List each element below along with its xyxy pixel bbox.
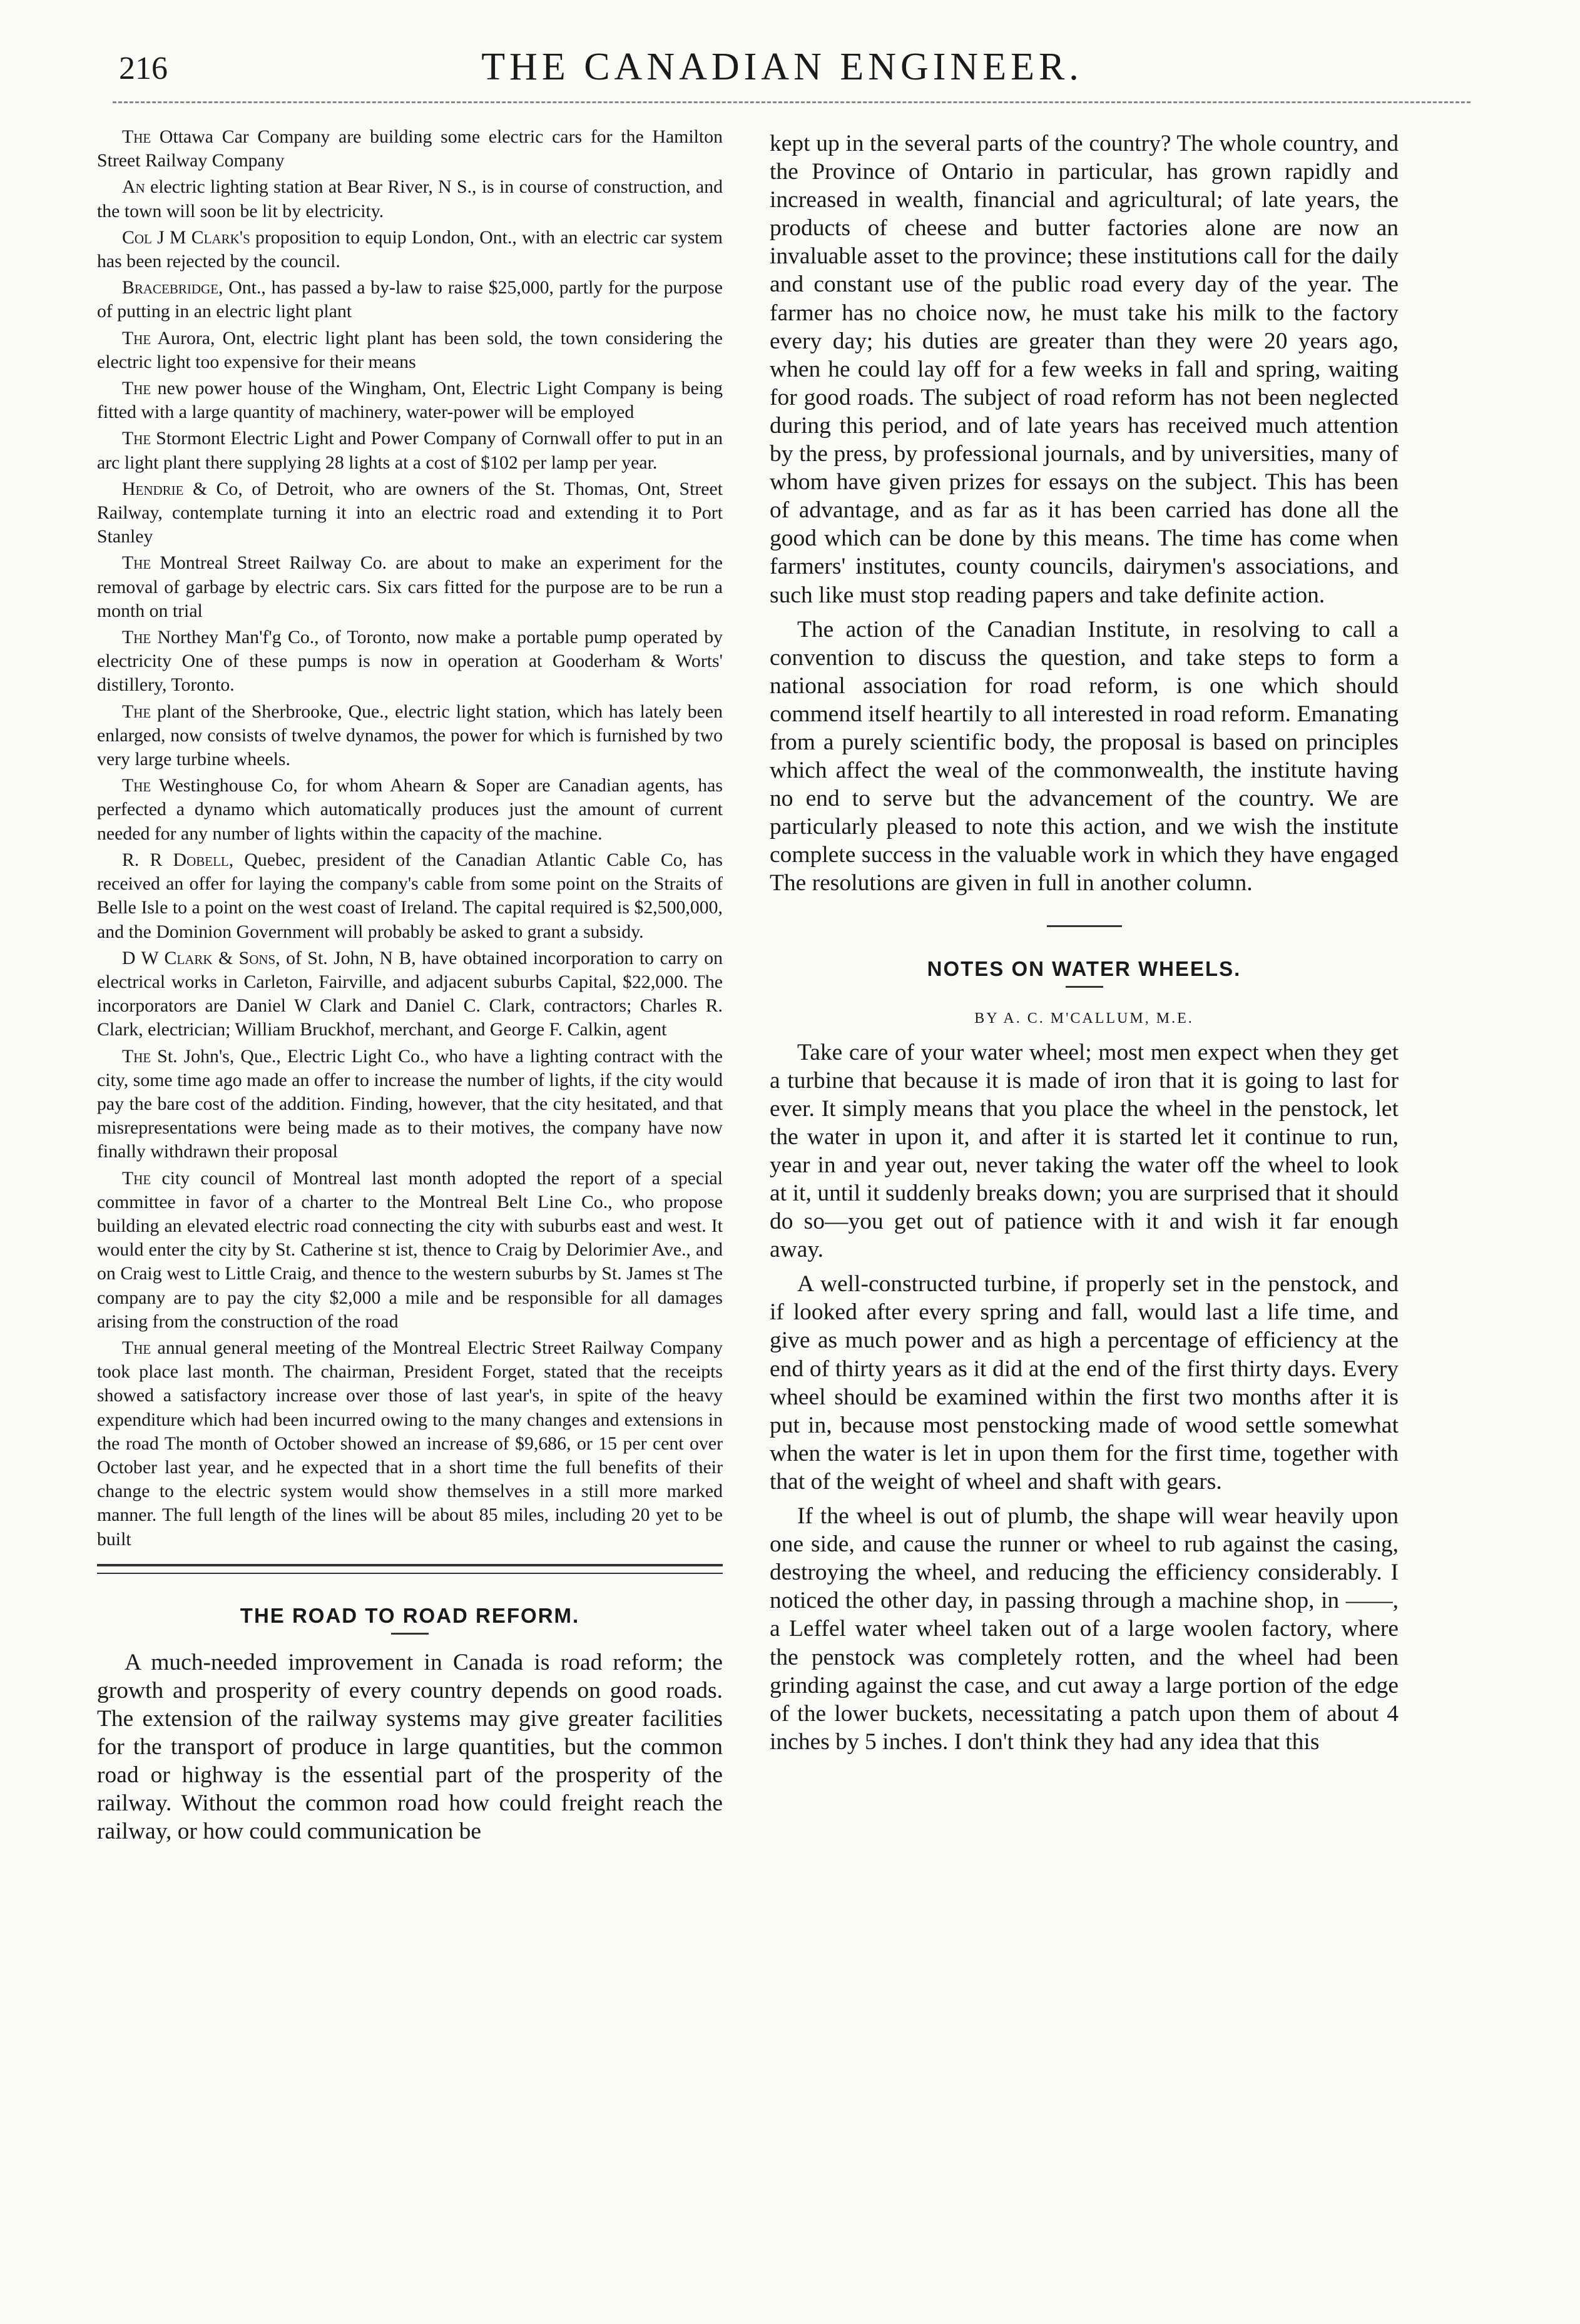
news-item-lead: The	[122, 1167, 151, 1189]
news-item-text: city council of Montreal last month adopted the report of a special committee in favor of a charter to the Montreal Belt Line Co., who propose building an elevated electric road connecting the city with suburbs east and west. It would enter the city by St. Catherine st ist, thence to Craig by Delorimier Ave., and on Craig west to Little Craig, and thence to the western suburbs by St. James st The company are to pay the city $2,000 a mile and be responsible for all damages arising from the construction of the road	[97, 1167, 723, 1332]
news-item-text: electric lighting station at Bear River, N S., is in course of construction, and the town will soon be lit by electricity.	[97, 176, 723, 221]
news-item	[97, 551, 723, 623]
news-item-text: proposition to equip London, Ont., with an electric car system has been rejected by the council.	[97, 226, 723, 272]
news-item-lead: An	[122, 176, 145, 198]
news-item	[97, 1336, 723, 1551]
news-item-text: Westinghouse Co, for whom Ahearn & Soper are Canadian agents, has perfected a dynamo which automatically produces just the amount of current needed for any number of lights within the capacity of the machine.	[97, 775, 723, 844]
news-item	[97, 946, 723, 1042]
news-item-text: Aurora, Ont, electric light plant has been sold, the town considering the electric light too expensive for their means	[97, 327, 723, 372]
news-item	[97, 427, 723, 474]
news-item-text: plant of the Sherbrooke, Que., electric light station, which has lately been enlarged, now consists of twelve dynamos, the power for which is furnished by two very large turbine wheels.	[97, 701, 723, 770]
news-item-lead: The	[122, 428, 151, 449]
news-item-lead: Hendrie	[122, 478, 184, 499]
road-reform-paragraph: A much-needed improvement in Canada is road reform; the growth and prosperity of every country depends on good roads. The extension of the railway systems may give greater facilities for the transport of produce in large quantities, but the common road or highway is the essential part of the prosperity of the railway. Without the common road how could freight reach the railway, or how could communication be	[97, 1649, 723, 1845]
news-item-text: & Co, of Detroit, who are owners of the St. Thomas, Ont, Street Railway, contemplate turning it into an electric road and extending it to Port Stanley	[97, 478, 723, 547]
news-item-lead: The	[122, 775, 151, 796]
news-item-lead: The	[122, 126, 151, 147]
road-reform-paragraph-continued: kept up in the several parts of the country? The whole country, and the Province of Ontario in particular, has grown rapidly and increased in wealth, financial and agricultural; of late years, the products of cheese and butter factories alone are now an invaluable asset to the province; these institutions call for the daily and constant use of the public road every day of the year. The farmer has no choice now, he must take his milk to the factory every day; his duties are greater than they were 20 years ago, when he could lay off for a few weeks in fall and spring, waiting for good roads. The subject of road reform has not been neglected during this period, and of late years has received much attention by the press, by professional journals, and by universities, many of whom have given prizes for essays on the subject. This has been of advantage, and as far as it has been carried has done all the good which can be done by this means. The time has come when farmers' institutes, county councils, dairymen's associations, and such like must stop reading papers and take definite action.	[770, 131, 1399, 608]
news-item-text: Ont., has passed a by-law to raise $25,000, partly for the purpose of putting in an electric light plant	[97, 277, 723, 322]
news-items	[97, 125, 723, 1551]
road-reform-title: THE ROAD TO ROAD REFORM.	[240, 1603, 580, 1627]
news-item	[97, 276, 723, 323]
article-divider	[1047, 925, 1122, 927]
news-item	[97, 175, 723, 223]
news-item-text: Montreal Street Railway Co. are about to make an experiment for the removal of garbage by electric cars. Six cars fitted for the purpose are to be run a month on trial	[97, 552, 723, 621]
title-rule	[391, 1633, 429, 1635]
left-column	[97, 125, 723, 1845]
page-number: 216	[119, 51, 168, 86]
news-item-text: Quebec, president of the Canadian Atlantic Cable Co, has received an offer for laying the company's cable from some point on the Straits of Belle Isle to a point on the west coast of Ireland. The capital required is $2,500,000, and the Dominion Government will probably be asked to grant a subsidy.	[97, 849, 723, 942]
water-wheels-paragraph: Take care of your water wheel; most men expect when they get a turbine that because it is made of iron that it is going to last for ever. It simply means that you place the wheel in the penstock, let the water in upon it, and after it is started let it continue to run, year in and year out, never taking the water off the wheel to look at it, until it suddenly breaks down; you are surprised that it should do so—you get out of patience with it and wish it far enough away.	[770, 1039, 1399, 1263]
news-item-lead: Col J M Clark's	[122, 226, 250, 248]
news-item-lead: The	[122, 327, 151, 348]
news-item	[97, 774, 723, 846]
water-wheels-paragraph: If the wheel is out of plumb, the shape will wear heavily upon one side, and cause the runner or wheel to rub against the casing, destroying the wheel, and reducing the efficiency considerably. I noticed the other day, in passing through a machine shop, in ——, a Leffel water wheel taken out of a large woolen factory, where the penstock was completely rotten, and the wheel had been grinding against the case, and cut away a large portion of the edge of the lower buckets, necessitating a patch upon them of about 4 inches by 5 inches. I don't think they had any idea that this	[770, 1503, 1399, 1755]
right-column	[770, 129, 1399, 1756]
running-title: THE CANADIAN ENGINEER.	[481, 46, 1083, 88]
news-item-lead: The	[122, 627, 151, 648]
news-item	[97, 1167, 723, 1334]
news-item-lead: The	[122, 552, 151, 574]
news-item-text: annual general meeting of the Montreal Electric Street Railway Company took place last month. The chairman, President Forget, stated that the receipts showed a satisfactory increase over those of last year's, in spite of the heavy expenditure which had been incurred owing to the many changes and extensions in the road The month of October showed an increase of $9,686, or 15 per cent over October last year, and he expected that in a short time the full benefits of their change to the electric system would show themselves in a still more marked manner. The full length of the lines will be about 85 miles, including 20 yet to be built	[97, 1337, 723, 1550]
news-item-lead: The	[122, 1045, 151, 1067]
news-item-text: Ottawa Car Company are building some electric cars for the Hamilton Street Railway Company	[97, 126, 723, 171]
news-item	[97, 377, 723, 424]
news-item-lead: The	[122, 1337, 151, 1358]
news-item-text: Stormont Electric Light and Power Company of Cornwall offer to put in an arc light plant there supplying 28 lights at a cost of $102 per lamp per year.	[97, 428, 723, 473]
news-item	[97, 327, 723, 374]
news-item	[97, 848, 723, 944]
news-item-lead: Bracebridge,	[122, 277, 223, 298]
news-item-lead: R. R Dobell,	[122, 849, 234, 870]
news-item-lead: The	[122, 701, 151, 722]
news-item	[97, 700, 723, 772]
news-item	[97, 125, 723, 173]
water-wheels-paragraph: A well-constructed turbine, if properly set in the penstock, and if looked after every spring and fall, would last a life time, and give as much power and as high a percentage of efficiency at the end of thirty years as it did at the end of the first thirty days. Every wheel should be examined within the first two months after it is put in, because most penstocking made of wood settle somewhat when the water is let in upon them for the first time, together with that of the weight of wheel and shaft with gears.	[770, 1271, 1399, 1494]
news-item-text: of St. John, N B, have obtained incorporation to carry on electrical works in Carleton, Fairville, and adjacent suburbs Capital, $22,000. The incorporators are Daniel W Clark and Daniel C. Clark, contractors; Charles R. Clark, electrician; William Bruckhof, merchant, and George F. Calkin, agent	[97, 947, 723, 1040]
news-item-lead: The	[122, 378, 151, 399]
news-item	[97, 626, 723, 698]
header-rule	[113, 101, 1470, 103]
page-header	[94, 39, 1470, 108]
water-wheels-title: NOTES ON WATER WHEELS.	[927, 956, 1241, 980]
news-item-text: new power house of the Wingham, Ont, Electric Light Company is being fitted with a large quantity of machinery, water-power will be employed	[97, 378, 723, 423]
road-reform-paragraph: The action of the Canadian Institute, in resolving to call a convention to discuss the question, and take steps to form a national association for road reform, is one which should commend itself heartily to all interested in road reform. Emanating from a purely scientific body, the proposal is based on principles which affect the weal of the commonwealth, the institute having no end to serve but the advancement of the country. We are particularly pleased to note this action, and we wish the institute complete success in the valuable work in which they have engaged The resolutions are given in full in another column.	[770, 616, 1399, 896]
byline: BY A. C. M'CALLUM, M.E.	[974, 1010, 1194, 1027]
news-item-text: St. John's, Que., Electric Light Co., who have a lighting contract with the city, some time ago made an offer to increase the number of lights, if the city would pay the bare cost of the addition. Finding, however, that the city hesitated, and that misrepresentations were being made as to their motives, the company have now finally withdrawn their proposal	[97, 1045, 723, 1162]
news-item	[97, 477, 723, 549]
news-item	[97, 226, 723, 273]
news-item	[97, 1045, 723, 1164]
section-divider	[97, 1564, 723, 1574]
news-item-lead: D W Clark & Sons,	[122, 947, 280, 968]
news-item-text: Northey Man'f'g Co., of Toronto, now make a portable pump operated by electricity One of these pumps is now in operation at Gooderham & Worts' distillery, Toronto.	[97, 627, 723, 696]
title-rule	[1066, 986, 1103, 988]
